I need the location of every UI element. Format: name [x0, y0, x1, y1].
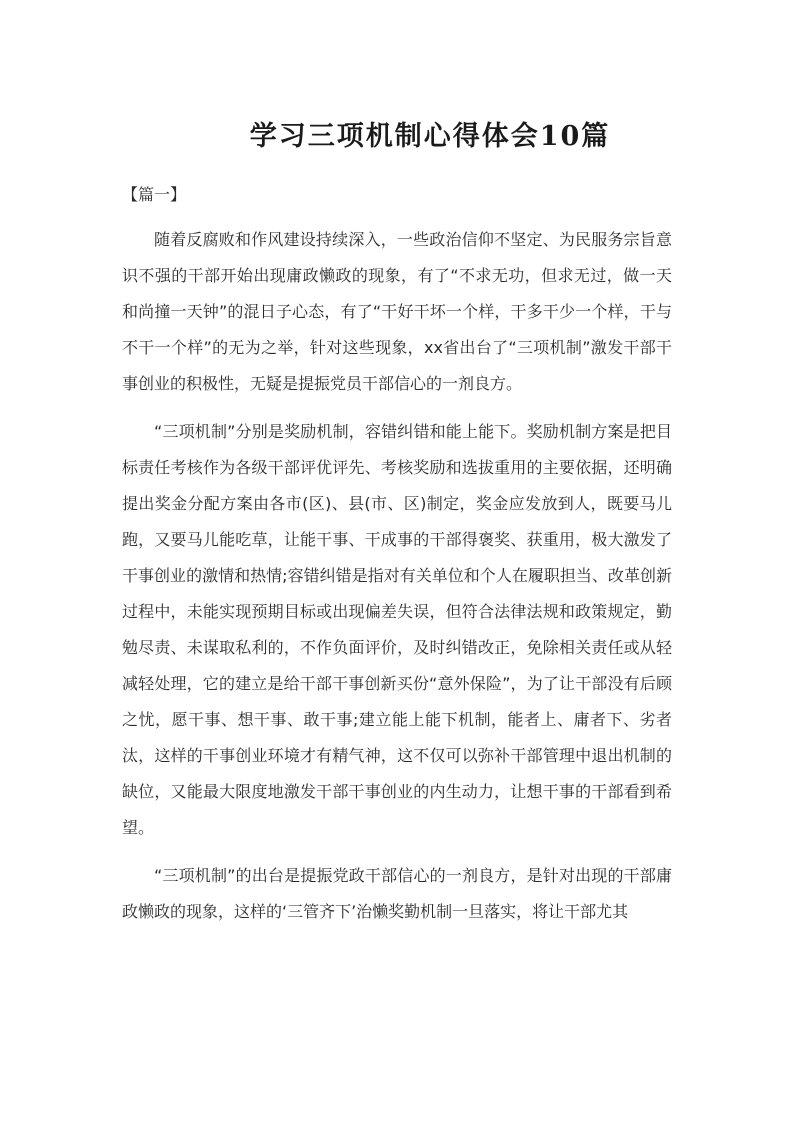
document-body: [122, 180, 672, 942]
section-label: 【篇一】: [122, 185, 187, 204]
paragraph: “三项机制”的出台是提振党政干部信心的一剂良方，是针对出现的干部庸政懒政的现象，这样的‘三管齐下’治懒奖勤机制一旦落实，将让干部尤其: [122, 866, 672, 921]
paragraph: “三项机制”分别是奖励机制，容错纠错和能上能下。奖励机制方案是把目标责任考核作为各级干部评优评先、考核奖励和选拔重用的主要依据，还明确提出奖金分配方案由各市(区)、县(市、区)制定，奖金应发放到人，既要马儿跑，又要马儿能吃草，让能干事、干成事的干部得褒奖、获重用，极大激发了干事创业的激情和热情;容错纠错是指对有关单位和个人在履职担当、改革创新过程中，未能实现预期目标或出现偏差失误，但符合法律法规和政策规定，勤勉尽责、未谋取私利的，不作负面评价，及时纠错改正，免除相关责任或从轻减轻处理，它的建立是给干部干事创新买份“意外保险”，为了让干部没有后顾之忧，愿干事、想干事、敢干事;建立能上能下机制，能者上、庸者下、劣者汰，这样的干事创业环境才有精气神，这不仅可以弥补干部管理中退出机制的缺位，又能最大限度地激发干部干事创业的内生动力，让想干事的干部看到希望。: [122, 422, 672, 837]
document-title: 学习三项机制心得体会10篇: [249, 121, 611, 152]
paragraph: 随着反腐败和作风建设持续深入，一些政治信仰不坚定、为民服务宗旨意识不强的干部开始出现庸政懒政的现象，有了“不求无功，但求无过，做一天和尚撞一天钟”的混日子心态，有了“干好干坏一个样，干多干少一个样，干与不干一个样”的无为之举，针对这些现象，xx省出台了“三项机制”激发干部干事创业的积极性，无疑是提振党员干部信心的一剂良方。: [122, 230, 672, 393]
